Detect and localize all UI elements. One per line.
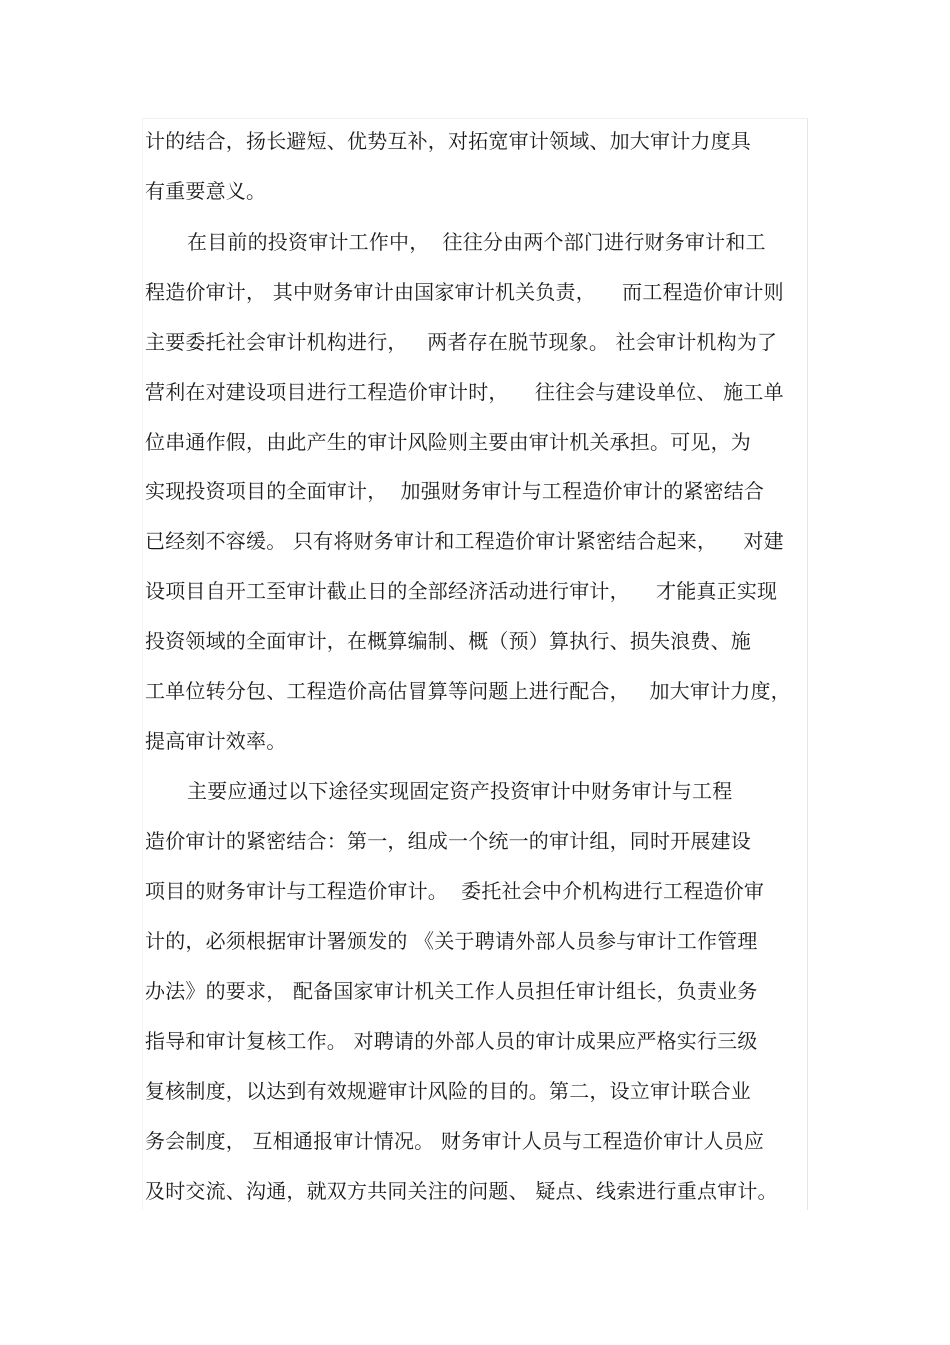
text-line: 指导和审计复核工作。 对聘请的外部人员的审计成果应严格实行三级 (145, 1029, 758, 1053)
paragraph-start-line: 在目前的投资审计工作中， 往往分由两个部门进行财务审计和工 (187, 230, 766, 254)
text-line: 已经刻不容缓。 只有将财务审计和工程造价审计紧密结合起来， 对建 (145, 529, 784, 553)
paragraph-start-line: 主要应通过以下途径实现固定资产投资审计中财务审计与工程 (187, 779, 733, 803)
text-line: 有重要意义。 (145, 179, 267, 203)
text-line: 主要委托社会审计机构进行， 两者存在脱节现象。 社会审计机构为了 (145, 330, 778, 354)
text-line: 程造价审计， 其中财务审计由国家审计机关负责， 而工程造价审计则 (145, 280, 784, 304)
text-line: 投资领域的全面审计，在概算编制、概（预）算执行、损失浪费、施 (145, 629, 751, 653)
text-line: 工单位转分包、工程造价高估冒算等问题上进行配合， 加大审计力度， (145, 679, 791, 703)
text-line: 营利在对建设项目进行工程造价审计时， 往往会与建设单位、 施工单 (145, 380, 784, 404)
text-line: 设项目自开工至审计截止日的全部经济活动进行审计， 才能真正实现 (145, 579, 778, 603)
text-line: 复核制度，以达到有效规避审计风险的目的。第二，设立审计联合业 (145, 1079, 751, 1103)
text-line: 及时交流、沟通，就双方共同关注的问题、 疑点、线索进行重点审计。 (145, 1179, 778, 1203)
text-line: 计的结合，扬长避短、优势互补，对拓宽审计领域、加大审计力度具 (145, 129, 751, 153)
text-line: 提高审计效率。 (145, 729, 287, 753)
text-line: 造价审计的紧密结合：第一，组成一个统一的审计组，同时开展建设 (145, 829, 751, 853)
text-line: 计的，必须根据审计署颁发的 《关于聘请外部人员参与审计工作管理 (145, 929, 758, 953)
text-line: 项目的财务审计与工程造价审计。 委托社会中介机构进行工程造价审 (145, 879, 765, 903)
text-line: 位串通作假，由此产生的审计风险则主要由审计机关承担。可见，为 (145, 430, 751, 454)
text-line: 办法》的要求， 配备国家审计机关工作人员担任审计组长，负责业务 (145, 979, 758, 1003)
text-line: 实现投资项目的全面审计， 加强财务审计与工程造价审计的紧密结合 (145, 479, 765, 503)
text-line: 务会制度， 互相通报审计情况。 财务审计人员与工程造价审计人员应 (145, 1129, 765, 1153)
